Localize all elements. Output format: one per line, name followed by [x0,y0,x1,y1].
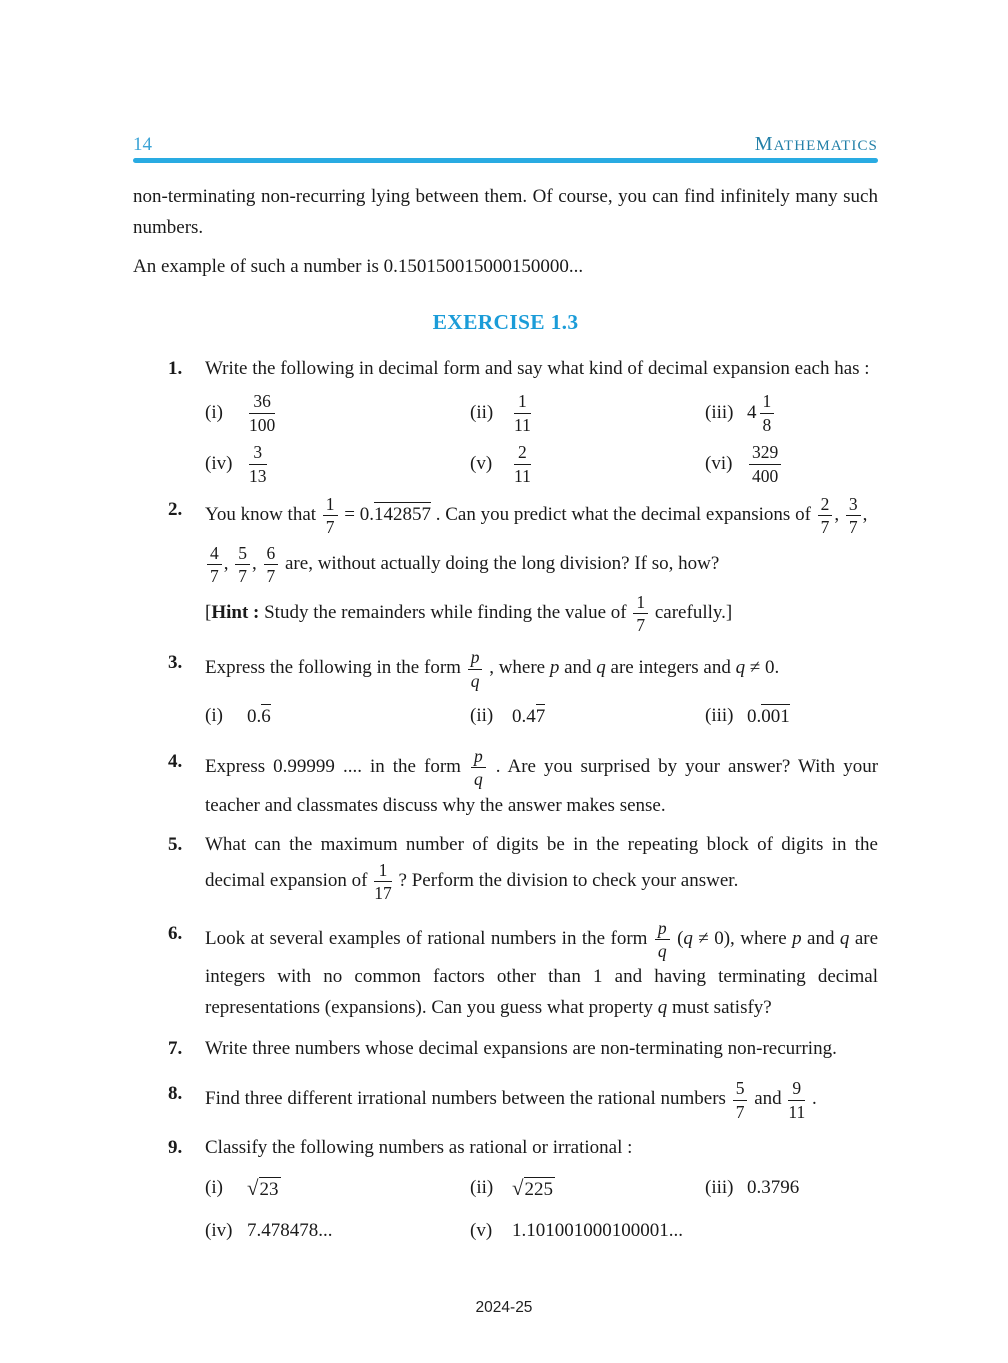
intro-paragraph-1: non-terminating non-recurring lying between them. Of course, you can find infinitely many such numbers. [133,186,878,238]
fraction-denominator: q [473,769,483,790]
repeating-decimal [747,704,790,728]
question-2-line-2 [205,543,878,587]
equals-sign: = [344,504,355,526]
fraction-numerator: 5 [235,544,250,565]
repeating-digits: 142857 [374,504,431,526]
text-segment: ≠ 0), where [698,927,787,949]
fraction [471,747,486,789]
item-label: (ii) [470,1177,494,1198]
fraction-numerator: 3 [846,495,861,516]
fraction-numerator: 1 [514,392,531,413]
decimal-prefix: 0.4 [512,706,536,727]
fraction-numerator: p [468,648,483,669]
fraction [374,861,392,903]
list-item [205,698,470,734]
text-segment: ≠ 0. [749,657,780,679]
question-9-body [205,1132,878,1249]
bracket: ( [677,927,684,949]
fraction-numerator: 4 [207,544,222,565]
fraction-numerator: p [471,747,486,768]
question-8 [133,1078,878,1122]
fraction [249,443,267,485]
question-7-body [205,1033,878,1064]
text-segment: Express 0.99999 .... in the form [205,756,461,778]
comma: , [862,504,868,526]
fraction [514,443,531,485]
comma: , [834,504,840,526]
radical-symbol: √ [247,1175,259,1200]
text-segment: What can the maximum number of digits be in the repeating block of digits in the decimal expansion of [205,833,878,891]
text-segment: Study the remainders while finding the value of [264,601,627,623]
fraction-denominator: 7 [848,517,858,538]
text-segment: are, without actually doing the long division? If so, how? [285,552,720,574]
decimal-prefix: 0. [747,706,762,727]
list-item [705,442,878,486]
text-segment: are integers with no common factors other than 1 and having terminating decimal representations (expansions). Can you guess what property [205,927,879,1019]
comma: , [223,552,229,574]
fraction-numerator: 1 [633,593,648,614]
decimal-prefix: 0. [359,504,374,526]
text-segment: ? Perform the division to check your answer. [398,869,739,891]
fraction [846,495,861,537]
page-number: 14 [133,134,152,155]
repeating-digits: 001 [761,706,790,727]
item-value: 7.478478... [247,1220,333,1241]
fraction-numerator: 2 [514,443,531,464]
fraction-numerator: 3 [249,443,267,464]
list-item [205,442,470,486]
fraction [207,544,222,586]
item-label: (iv) [205,453,233,474]
fraction-denominator: 7 [238,566,247,587]
fraction-denominator: 400 [752,465,779,486]
radical-symbol: √ [512,1175,524,1200]
variable-p: p [792,927,802,949]
item-label: (v) [470,1220,493,1241]
question-3-text [205,647,878,691]
question-3-items [205,698,878,734]
question-9-text: Classify the following numbers as rational or irrational : [205,1137,633,1158]
item-label: (ii) [470,705,494,726]
bracket: [ [205,601,212,623]
text-segment: Express the following in the form [205,657,461,679]
question-5-text [205,829,878,904]
variable-q: q [735,657,746,679]
fraction-denominator: 7 [636,614,646,635]
item-label: (i) [205,705,223,726]
text-segment: Find three different irrational numbers between the rational numbers [205,1088,726,1110]
question-3-number: 3. [168,652,183,674]
question-2-number: 2. [168,499,183,520]
text-segment: must satisfy? [671,997,772,1019]
question-1-items [205,391,878,486]
list-item [470,442,705,486]
fraction-denominator: 7 [820,517,830,538]
question-7 [133,1033,878,1064]
fraction-denominator: q [470,670,480,691]
list-item [470,1213,705,1249]
fraction [633,593,648,635]
fraction-numerator: 6 [264,544,279,565]
repeating-digits: 7 [535,706,546,727]
variable-q: q [596,657,606,679]
text-segment: and [564,657,592,679]
hint-label: Hint : [211,601,260,623]
item-value: 1.101001000100001... [512,1220,683,1241]
question-2-hint [205,592,878,636]
item-label: (v) [470,453,493,474]
fraction-numerator: 5 [733,1079,748,1100]
question-9-items [205,1170,878,1249]
fraction [235,544,250,586]
fraction [760,392,775,434]
question-1 [133,353,878,486]
question-8-body [205,1078,878,1122]
fraction-numerator: 1 [323,495,338,516]
text-segment: are integers and [610,657,731,679]
fraction-denominator: 17 [374,883,392,904]
sqrt-expression [247,1176,281,1201]
fraction-denominator: 8 [762,414,772,435]
radicand: 23 [259,1178,279,1200]
item-label: (iii) [705,1177,734,1198]
sqrt-expression [512,1176,555,1201]
question-6 [133,918,878,1024]
question-7-number: 7. [168,1038,183,1060]
question-5-body [205,829,878,904]
fraction-numerator: 9 [788,1079,805,1100]
question-2-body [205,494,878,635]
variable-p: p [549,657,560,679]
variable-q: q [657,997,668,1019]
fraction-denominator: 7 [325,517,335,538]
mixed-number-whole: 4 [747,402,757,423]
fraction-numerator: 1 [760,392,775,413]
text-segment: Look at several examples of rational numbers in the form [205,927,648,949]
list-item [205,391,470,435]
question-3-body [205,647,878,734]
question-5-number: 5. [168,833,183,855]
period: . [811,1088,817,1110]
intro-paragraph-2: An example of such a number is 0.150150015000150000... [133,256,584,277]
item-label: (iv) [205,1220,233,1241]
fraction [264,544,279,586]
question-8-text [205,1078,878,1122]
variable-q: q [839,927,850,949]
text-segment: . Are you surprised by your answer? With your teacher and classmates discuss why the answer makes sense. [205,756,879,816]
fraction [249,392,275,434]
fraction-denominator: 13 [249,465,267,486]
repeating-decimal [512,704,545,728]
repeating-digits: 6 [261,706,271,727]
text-segment: You know that [205,504,317,526]
comma: , [252,552,257,574]
repeating-decimal [360,504,431,525]
fraction-denominator: 7 [735,1101,745,1122]
fraction-numerator: 36 [249,392,275,413]
fraction-numerator: 1 [374,861,392,882]
list-item [705,1170,878,1206]
fraction-numerator: 329 [749,443,781,464]
list-item [205,1170,470,1206]
text-segment: , where [489,657,546,679]
text-segment: . Can you predict what the decimal expansions of [435,504,811,526]
text-segment: and [807,927,835,949]
question-3 [133,647,878,734]
list-item [470,391,705,435]
question-6-body [205,918,878,1024]
repeating-decimal [247,704,271,728]
fraction-denominator: 11 [788,1101,806,1122]
item-label: (iii) [705,705,734,726]
fraction-denominator: 7 [210,566,219,587]
subject-title: MATHEMATICS [754,133,878,155]
fraction [733,1079,748,1121]
question-7-text: Write three numbers whose decimal expansions are non-terminating non-recurring. [205,1038,837,1060]
fraction-denominator: 100 [249,414,276,435]
question-1-number: 1. [168,358,183,379]
variable-q: q [683,927,693,949]
decimal-prefix: 0. [247,706,262,727]
question-4-body [205,746,878,821]
fraction-denominator: q [657,940,667,961]
question-9 [133,1132,878,1249]
question-4-text [205,746,878,821]
question-4-number: 4. [168,751,183,772]
list-item [205,1213,470,1249]
fraction-denominator: 7 [266,566,276,587]
question-6-text [205,918,878,1024]
item-label: (i) [205,1177,223,1198]
fraction-denominator: 11 [514,414,531,435]
question-2-line-1 [205,494,878,538]
page-header [133,134,878,154]
text-segment: carefully.] [654,601,733,623]
item-label: (ii) [470,402,494,423]
question-9-number: 9. [168,1137,183,1158]
item-label: (vi) [705,453,733,474]
fraction [655,919,670,961]
fraction [514,392,531,434]
question-8-number: 8. [168,1083,183,1105]
item-value: 0.3796 [747,1177,800,1198]
question-1-body [205,353,878,486]
text-segment: and [754,1088,782,1110]
header-rule [133,158,878,163]
list-item [470,1170,705,1206]
fraction [323,495,338,537]
question-5 [133,829,878,904]
fraction [468,648,483,690]
list-item [470,698,705,734]
fraction-numerator: p [655,919,670,940]
question-1-text: Write the following in decimal form and say what kind of decimal expansion each has : [205,358,870,379]
footer-year: 2024-25 [475,1299,533,1316]
fraction-numerator: 2 [818,495,833,516]
question-6-number: 6. [168,922,183,944]
list-item [705,698,878,734]
fraction-denominator: 11 [514,465,531,486]
question-2 [133,494,878,635]
fraction [749,443,781,485]
fraction [818,495,833,537]
fraction [788,1079,805,1121]
exercise-title: EXERCISE 1.3 [432,310,579,334]
list-item [705,391,878,435]
question-4 [133,746,878,821]
radicand: 225 [524,1178,554,1200]
item-label: (iii) [705,402,734,423]
item-label: (i) [205,402,223,423]
